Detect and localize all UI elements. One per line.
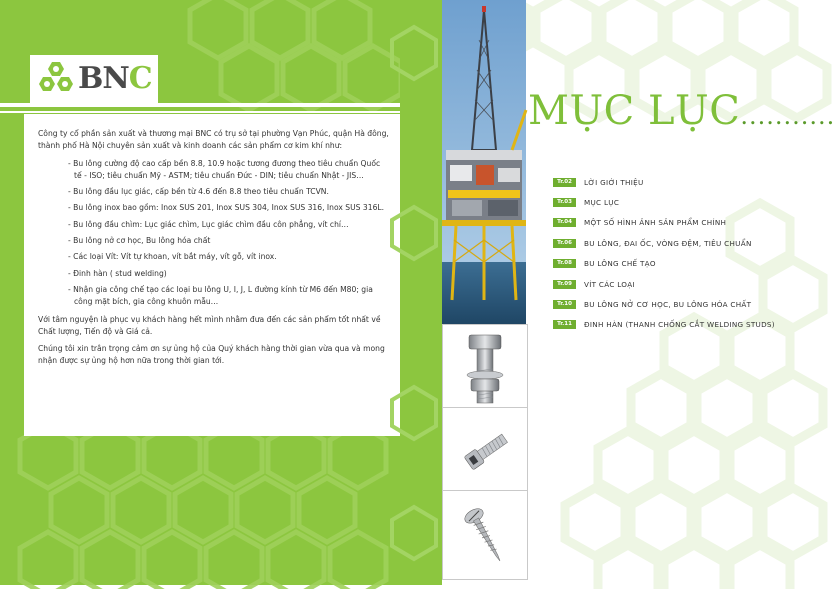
toc-page-tag: Tr.08 bbox=[553, 259, 576, 268]
product-item: - Bu lông inox bao gồm: Inox SUS 201, Inox SUS 304, Inox SUS 316, Inox SUS 316L. bbox=[74, 202, 390, 214]
toc-item-label: ĐINH HÀN (THANH CHỐNG CẮT WELDING STUDS) bbox=[584, 320, 775, 330]
toc-item-label: LỜI GIỚI THIỆU bbox=[584, 177, 644, 187]
toc-item[interactable] bbox=[553, 192, 793, 212]
divider-stripe bbox=[0, 103, 400, 107]
product-item: - Bu lông cường độ cao cấp bền 8.8, 10.9 hoặc tương đương theo tiêu chuẩn Quốc tế - ISO; tiêu chuẩn Mỹ - ASTM; tiêu chuẩn Đức - DIN; tiêu chuẩn Nhật - JIS… bbox=[74, 158, 390, 183]
socket-screw-icon bbox=[443, 408, 527, 496]
toc-item-label: MỘT SỐ HÌNH ẢNH SẢN PHẨM CHÍNH bbox=[584, 218, 727, 228]
toc-item[interactable] bbox=[553, 172, 793, 192]
screw-icon bbox=[443, 491, 527, 579]
thanks-paragraph: Chúng tôi xin trân trọng cảm ơn sự ủng hộ của Quý khách hàng thời gian vừa qua và mong nhận được sự ủng hộ hơn nữa trong thời gian tới. bbox=[38, 344, 385, 366]
logo-text-accent: C bbox=[128, 61, 152, 96]
product-item: - Bu lông nở cơ học, Bu lông hóa chất bbox=[74, 235, 390, 247]
divider-thin-stripe bbox=[0, 111, 400, 113]
product-list bbox=[38, 158, 390, 309]
toc-page-tag: Tr.10 bbox=[553, 300, 576, 309]
oil-rig-image bbox=[442, 0, 526, 324]
toc-item-label: BU LÔNG CHẾ TẠO bbox=[584, 259, 656, 269]
toc-item[interactable] bbox=[553, 274, 793, 294]
hexagon-pattern bbox=[400, 0, 442, 585]
commitment-paragraph: Với tâm nguyện là phục vụ khách hàng hết mình nhằm đưa đến các sản phẩm tốt nhất về Chất lượng, Tiến độ và Giá cả. bbox=[38, 314, 381, 336]
toc-page-tag: Tr.06 bbox=[553, 239, 576, 248]
product-item: - Các loại Vít: Vít tự khoan, vít bắt máy, vít gỗ, vít inox. bbox=[74, 251, 390, 263]
table-of-contents bbox=[553, 172, 793, 335]
product-item: - Nhận gia công chế tạo các loại bu lông U, I, J, L đường kính từ M6 đến M80; gia công mặt bích, gia công khuôn mẫu… bbox=[74, 284, 390, 309]
toc-item-label: BU LÔNG, ĐAI ỐC, VÒNG ĐỆM, TIÊU CHUẨN bbox=[584, 238, 752, 248]
toc-page-tag: Tr.09 bbox=[553, 280, 576, 289]
toc-title-text: MỤC LỤC bbox=[528, 88, 741, 134]
hex-bolt-icon bbox=[443, 325, 527, 413]
socket-screw-image bbox=[442, 407, 528, 497]
hexagon-logo-icon bbox=[38, 61, 78, 99]
toc-item[interactable] bbox=[553, 315, 793, 335]
toc-page-tag: Tr.02 bbox=[553, 178, 576, 187]
toc-item[interactable] bbox=[553, 213, 793, 233]
toc-page-tag: Tr.11 bbox=[553, 320, 576, 329]
toc-item[interactable] bbox=[553, 254, 793, 274]
left-page bbox=[0, 0, 400, 585]
logo-text-main: BN bbox=[78, 61, 129, 96]
oil-rig-photo bbox=[442, 0, 526, 324]
hex-bolt-image bbox=[442, 324, 528, 414]
product-item: - Bu lông đầu lục giác, cấp bền từ 4.6 đến 8.8 theo tiêu chuẩn TCVN. bbox=[74, 186, 390, 198]
intro-panel bbox=[24, 114, 402, 436]
toc-item[interactable] bbox=[553, 294, 793, 314]
toc-title-dots: ........... bbox=[740, 102, 835, 130]
logo-text bbox=[78, 61, 152, 96]
toc-item-label: BU LÔNG NỞ CƠ HỌC, BU LÔNG HÓA CHẤT bbox=[584, 300, 752, 310]
intro-text bbox=[38, 128, 390, 373]
product-item: - Đinh hàn ( stud welding) bbox=[74, 268, 390, 280]
intro-paragraph: Công ty cổ phần sản xuất và thương mại BNC có trụ sở tại phường Vạn Phúc, quận Hà đông, thành phố Hà Nội chuyên sản xuất và kinh doanh các sản phẩm cơ kim khí như: bbox=[38, 129, 389, 151]
toc-item[interactable] bbox=[553, 233, 793, 253]
right-page bbox=[400, 0, 835, 585]
green-side-band bbox=[400, 0, 442, 585]
product-item: - Bu lông đầu chìm: Lục giác chìm, Lục giác chìm đầu côn phẳng, vít chí… bbox=[74, 219, 390, 231]
toc-title bbox=[528, 88, 835, 134]
wood-screw-image bbox=[442, 490, 528, 580]
toc-item-label: VÍT CÁC LOẠI bbox=[584, 279, 635, 289]
toc-page-tag: Tr.04 bbox=[553, 218, 576, 227]
toc-item-label: MỤC LỤC bbox=[584, 198, 620, 208]
bnc-logo bbox=[30, 55, 158, 103]
toc-page-tag: Tr.03 bbox=[553, 198, 576, 207]
